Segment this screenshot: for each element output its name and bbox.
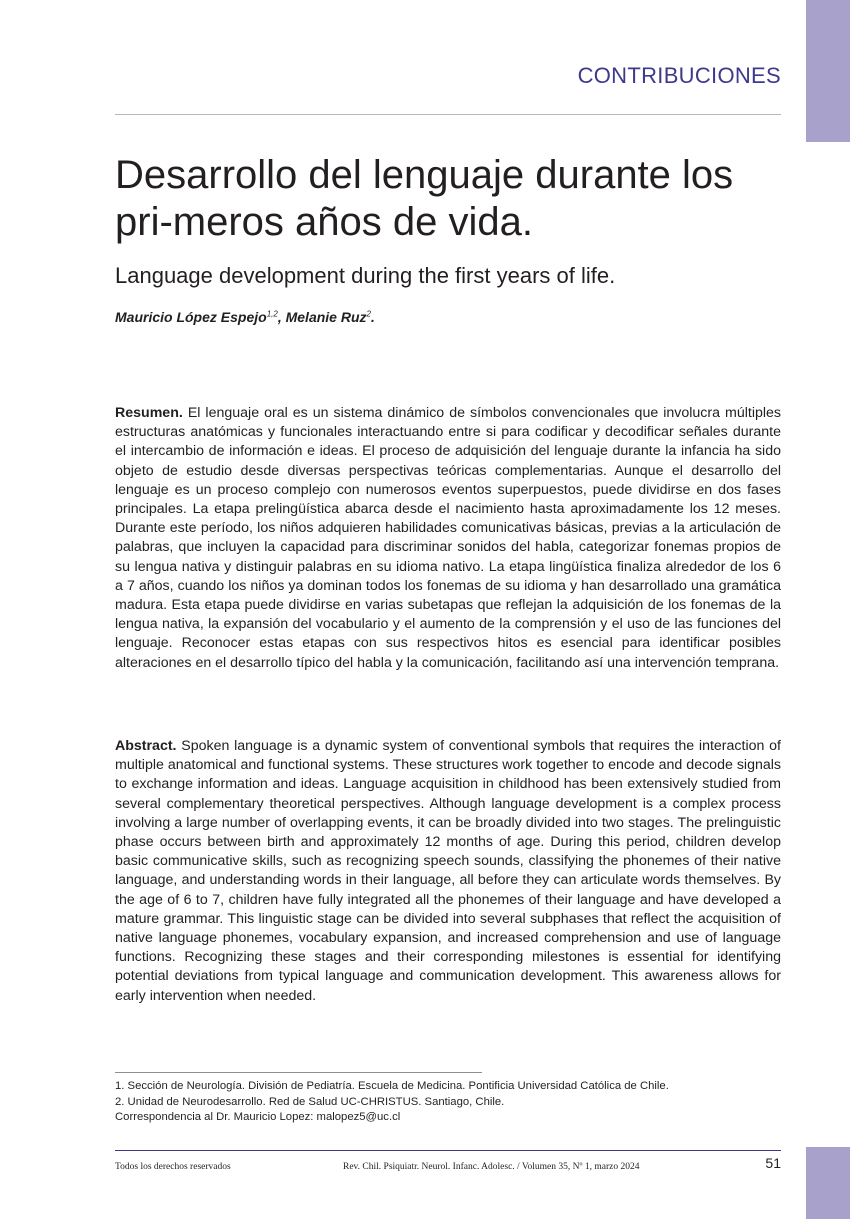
header-divider: [115, 114, 781, 115]
article-title: Desarrollo del lenguaje durante los pri-meros años de vida.: [115, 153, 734, 244]
footnote-affiliation-1: 1. Sección de Neurología. División de Pediatría. Escuela de Medicina. Pontificia Universidad Católica de Chile.: [115, 1080, 669, 1092]
section-label: CONTRIBUCIONES: [577, 63, 781, 88]
footnote-affiliation-2: 2. Unidad de Neurodesarrollo. Red de Salud UC-CHRISTUS. Santiago, Chile.: [115, 1095, 505, 1108]
footer-divider: [115, 1150, 781, 1151]
resumen-paragraph: [115, 404, 781, 673]
page-number: 51: [765, 1155, 781, 1171]
resumen-text: El lenguaje oral es un sistema dinámico de símbolos convencionales que involucra múltiples estructuras anatómicas y funcionales interactuando entre si para codificar y decodificar señales durante el intercambio de información e ideas. El proceso de adquisición del lenguaje durante la infancia ha sido objeto de estudio desde diversas perspectivas teóricas complementarias. Aunque el desarrollo del lenguaje es un proceso complejo con numerosos eventos superpuestos, puede dividirse en dos fases principales. La etapa prelingüística abarca desde el nacimiento hasta aproximadamente los 12 meses. Durante este período, los niños adquieren habilidades comunicativas básicas, previas a la articulación de palabras, que incluyen la capacidad para discriminar sonidos del habla, categorizar fonemas propios de su lengua nativa y distinguir palabras en su idioma nativo. La etapa lingüística finaliza alrededor de los 6 a 7 años, cuando los niños ya dominan todos los fonemas de su idioma y han desarrollado una gramática madura. Esta etapa puede dividirse en varias subetapas que reflejan la adquisición de los fonemas de la lengua nativa, la expansión del vocabulario y el aumento de la comprensión y el uso de las funciones del lenguaje. Reconocer estas etapas con sus respectivos hitos es esencial para identificar posibles alteraciones en el desarrollo típico del habla y la comunicación, facilitando así una intervención temprana.: [115, 405, 781, 671]
author-affiliation: 2: [366, 309, 371, 319]
resumen-label: Resumen.: [115, 405, 183, 421]
abstract-paragraph: [115, 737, 781, 1006]
footer-journal-citation: Rev. Chil. Psiquiatr. Neurol. Infanc. Adolesc. / Volumen 35, Nº 1, marzo 2024: [343, 1162, 640, 1172]
edge-tab-top: [806, 0, 850, 142]
footnote-divider: [115, 1072, 482, 1073]
author-name: Melanie Ruz: [285, 309, 367, 325]
author-affiliation: 1,2: [266, 309, 278, 319]
article-subtitle: Language development during the first years of life.: [115, 263, 616, 288]
footnotes: [115, 1079, 795, 1126]
author-name: Mauricio López Espejo: [115, 309, 267, 325]
abstract-text: Spoken language is a dynamic system of conventional symbols that requires the interaction of multiple anatomical and functional systems. These structures work together to encode and decode signals to exchange information and ideas. Language acquisition in childhood has been extensively studied from several complementary theoretical perspectives. Although language development is a complex process involving a large number of overlapping events, it can be broadly divided into two stages. The prelinguistic phase occurs between birth and approximately 12 months of age. During this period, children develop basic communicative skills, such as recognizing speech sounds, classifying the phonemes of their native language, and understanding words in their language, all before they can articulate words themselves. By the age of 6 to 7, children have fully integrated all the phonemes of their language and have developed a mature grammar. This linguistic stage can be divided into several subphases that reflect the acquisition of native language phonemes, vocabulary expansion, and increased comprehension and use of language functions. Recognizing these stages and their corresponding milestones is essential for identifying potential deviations from typical language and communication development. This awareness allows for early intervention when needed.: [115, 738, 781, 1004]
abstract-label: Abstract.: [115, 738, 177, 754]
footnote-correspondence: Correspondencia al Dr. Mauricio Lopez: malopez5@uc.cl: [115, 1111, 401, 1124]
author-list: Mauricio López Espejo$^{1,2}$, Melanie Ruz$^2$.: [115, 309, 375, 325]
edge-tab-bottom: [806, 1147, 850, 1219]
footer-rights: Todos los derechos reservados: [115, 1162, 231, 1172]
